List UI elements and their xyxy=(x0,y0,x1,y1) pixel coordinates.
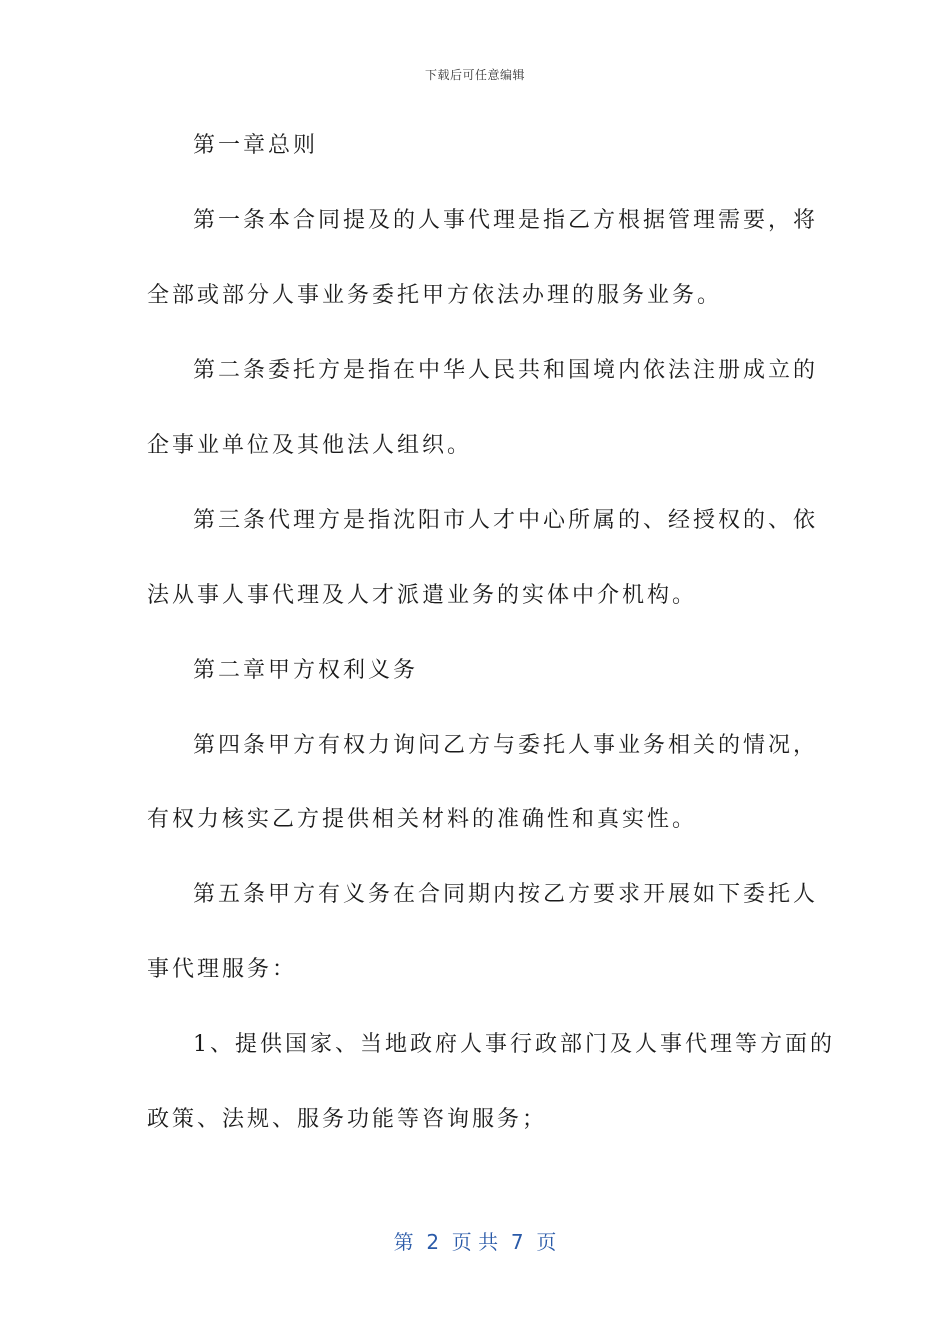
paragraph-line: 第一条本合同提及的人事代理是指乙方根据管理需要，将 xyxy=(193,208,819,233)
paragraph-line: 第五条甲方有义务在合同期内按乙方要求开展如下委托人 xyxy=(193,882,819,907)
header-note: 下载后可任意编辑 xyxy=(424,68,525,82)
list-item-line: 1、提供国家、当地政府人事行政部门及人事代理等方面的 xyxy=(193,1032,835,1057)
paragraph-line: 事代理服务： xyxy=(147,957,298,982)
paragraph-line: 第二条委托方是指在中华人民共和国境内依法注册成立的 xyxy=(193,358,819,383)
chapter-heading: 第一章总则 xyxy=(193,133,319,158)
paragraph-line: 全部或部分人事业务委托甲方依法办理的服务业务。 xyxy=(147,283,723,308)
paragraph-line: 有权力核实乙方提供相关材料的准确性和真实性。 xyxy=(147,807,698,832)
paragraph-line: 第四条甲方有权力询问乙方与委托人事业务相关的情况， xyxy=(193,733,819,758)
paragraph-line: 企事业单位及其他法人组织。 xyxy=(147,433,473,458)
page-number-footer: 第 2 页 共 7 页 xyxy=(393,1230,557,1254)
paragraph-line: 第三条代理方是指沈阳市人才中心所属的、经授权的、依 xyxy=(193,508,819,533)
paragraph-line: 法从事人事代理及人才派遣业务的实体中介机构。 xyxy=(147,583,698,608)
chapter-heading: 第二章甲方权利义务 xyxy=(193,658,419,683)
list-item-line: 政策、法规、服务功能等咨询服务； xyxy=(147,1107,548,1132)
